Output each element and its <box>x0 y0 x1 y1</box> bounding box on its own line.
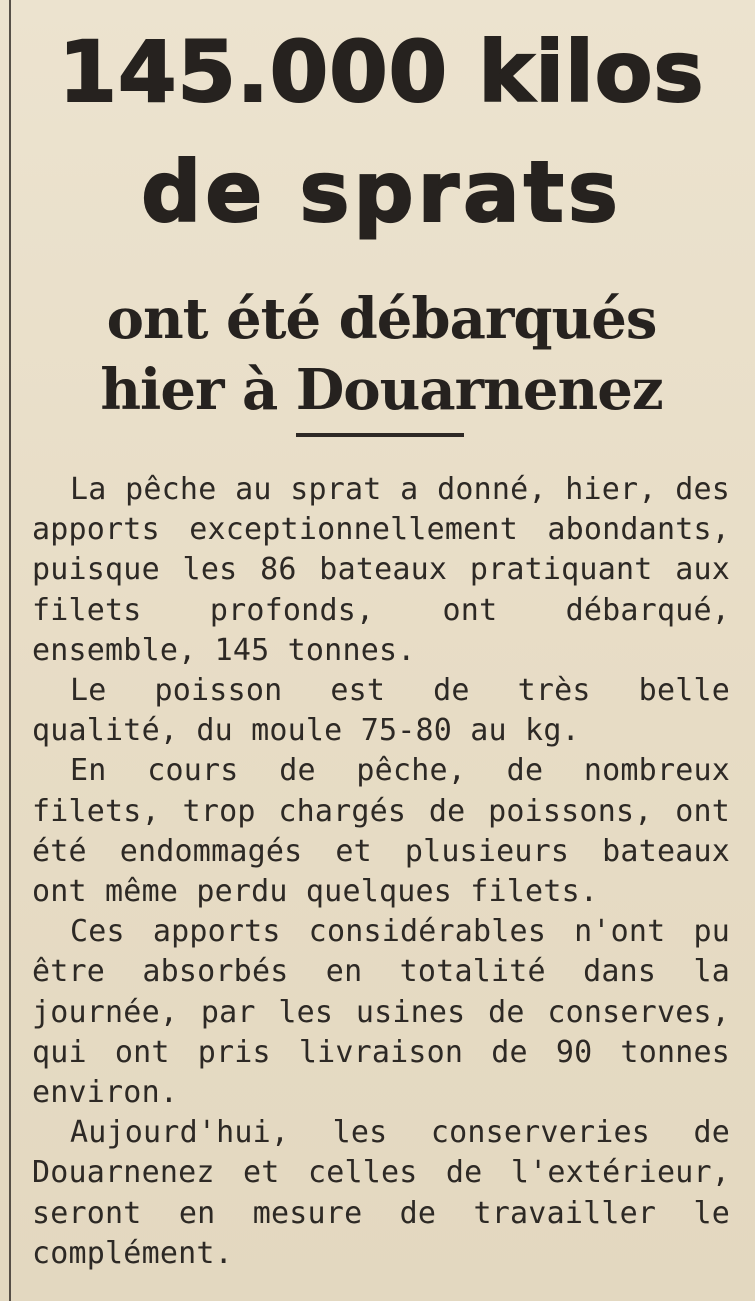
headline-line-1: 145.000 kilos <box>58 23 705 121</box>
column-rule <box>9 0 11 1301</box>
decorative-rule <box>296 433 464 437</box>
article-paragraph-3: En cours de pêche, de nombreux filets, trop chargés de poissons, ont été endommagés et plusieurs bateaux ont même perdu quelques filets. <box>32 753 730 910</box>
article-paragraph-4: Ces apports considérables n'ont pu être absorbés en totalité dans la journée, par les usines de conserves, qui ont pris livraison de 90 tonnes environ. <box>32 914 730 1111</box>
headline-line-2: de sprats <box>141 143 622 241</box>
article-paragraph-5: Aujourd'hui, les conserveries de Douarnenez et celles de l'extérieur, seront en mesure de travailler le complément. <box>32 1115 730 1271</box>
subheadline-line-1: ont été débarqués <box>106 286 657 352</box>
article-paragraph-2: Le poisson est de très belle qualité, du moule 75-80 au kg. <box>32 673 730 749</box>
article-body <box>32 470 730 1274</box>
article-paragraph-1: La pêche au sprat a donné, hier, des apports exceptionnellement abondants, puisque les 86 bateaux pratiquant aux filets profonds, ont débarqué, ensemble, 145 tonnes. <box>32 472 730 668</box>
subheadline-line-2: hier à Douarnenez <box>100 357 663 423</box>
